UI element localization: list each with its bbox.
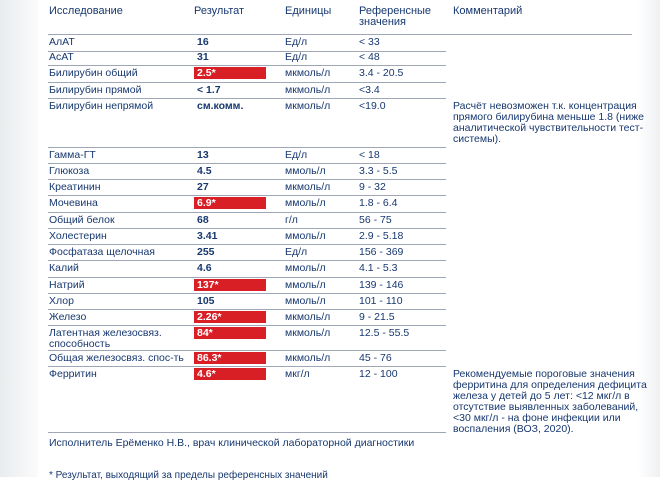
result-value: 13 [197,149,209,161]
reference-range: 139 - 146 [359,279,404,291]
unit: Ед/л [285,51,308,63]
reference-range: 45 - 76 [359,352,392,364]
unit: ммоль/л [285,262,326,274]
reference-range: 9 - 21.5 [359,311,395,323]
comment: Расчёт невозможен т.к. концентрация прямого билирубина меньше 1.8 (ниже аналитической чувствительности тест-системы). [453,100,644,145]
table-row [48,196,638,213]
table-row [48,99,644,148]
test-name: Билирубин общий [49,67,138,79]
unit: ммоль/л [285,197,326,209]
reference-range: 156 - 369 [359,246,404,258]
test-name: Глюкоза [49,165,90,177]
result-value-flagged: 6.9* [194,197,266,209]
test-name: Калий [49,262,79,274]
reference-range: 4.1 - 5.3 [359,262,398,274]
test-name: Фосфатаза щелочная [49,246,155,258]
table-row [48,310,638,326]
unit: мкг/л [285,368,310,380]
unit: ммоль/л [285,279,326,291]
reference-range: 101 - 110 [359,295,403,307]
test-name: Ферритин [49,368,97,380]
table-row [48,164,638,180]
reference-range: 1.8 - 6.4 [359,197,398,209]
test-name: Железо [49,311,87,323]
lab-results-document [48,0,647,481]
reference-range: 9 - 32 [359,181,386,193]
test-name: Общий белок [49,214,115,226]
unit: г/л [285,214,298,226]
header-reference: Референсные значения [359,5,432,28]
unit: мкмоль/л [285,84,331,96]
table-row [48,66,638,83]
result-value: 31 [197,51,209,63]
result-value: 255 [197,246,215,258]
result-value-flagged: 84* [194,327,266,339]
reference-range: 3.3 - 5.5 [359,165,398,177]
result-value: 68 [197,214,209,226]
table-row [48,367,647,435]
table-row [48,278,638,294]
unit: Ед/л [285,246,308,258]
table-row [48,245,638,261]
table-row [48,148,638,164]
table-row [48,326,638,351]
table-row [48,83,638,99]
reference-range: 56 - 75 [359,214,392,226]
test-name: Гамма-ГТ [49,149,96,161]
header-test: Исследование [49,5,123,17]
test-name: АлАТ [49,36,75,48]
result-value: 27 [197,181,209,193]
unit: мкмоль/л [285,181,331,193]
result-value: < 1.7 [197,84,221,96]
row-divider [48,432,446,433]
result-value: 4.6 [197,262,212,274]
unit: ммоль/л [285,295,326,307]
test-name: Билирубин прямой [49,84,142,96]
unit: Ед/л [285,149,308,161]
result-value: см.комм. [197,100,244,112]
result-value: 105 [197,295,215,307]
test-name: АсАТ [49,51,74,63]
result-value: 3.41 [197,230,218,242]
result-value-flagged: 86.3* [194,352,266,364]
reference-range: 3.4 - 20.5 [359,67,404,79]
page-left-edge [0,0,38,477]
reference-range: < 48 [359,51,380,63]
result-value-flagged: 2.5* [194,67,266,79]
reference-range: 12.5 - 55.5 [359,327,410,339]
table-row [48,50,638,66]
reference-range: 12 - 100 [359,368,398,380]
result-value: 4.5 [197,165,212,177]
unit: мкмоль/л [285,100,331,112]
table-row [48,261,638,278]
header-result: Результат [194,5,245,17]
result-value: 16 [197,36,209,48]
reference-range: 2.9 - 5.18 [359,230,404,242]
unit: ммоль/л [285,165,326,177]
test-name: Холестерин [49,230,107,242]
result-value-flagged: 4.6* [194,368,266,380]
unit: мкмоль/л [285,352,331,364]
reference-range: <3.4 [359,84,380,96]
comment: Рекомендуемые пороговые значения ферритина для определения дефицита железа у детей до 5 лет: <12 мкг/л в отсутствие выявленных заболеваний, <30 мкг/л - на фоне инфекции или воспаления (ВОЗ, 2020). [453,368,647,435]
test-name: Латентная железосвяз. способность [49,327,162,350]
test-name: Креатинин [49,181,101,193]
reference-range: < 18 [359,149,380,161]
unit: мкмоль/л [285,327,331,339]
footnote: * Результат, выходящий за пределы референсных значений [49,470,328,481]
test-name: Хлор [49,295,74,307]
unit: Ед/л [285,36,308,48]
header-comment: Комментарий [453,5,523,17]
test-name: Натрий [49,279,85,291]
table-row [48,294,638,310]
result-value-flagged: 137* [194,279,266,291]
table-row [48,213,638,229]
executor-line: Исполнитель Ерёменко Н.В., врач клинической лабораторной диагностики [49,437,415,449]
table-row [48,180,638,196]
test-name: Билирубин непрямой [49,100,154,112]
table-row [48,229,638,245]
table-row [48,351,638,367]
unit: мкмоль/л [285,311,331,323]
test-name: Мочевина [49,197,98,209]
reference-range: < 33 [359,36,380,48]
header-units: Единицы [285,5,332,17]
unit: ммоль/л [285,230,326,242]
test-name: Общая железосвяз. спос-ть [49,352,184,364]
result-value-flagged: 2.26* [194,311,266,323]
reference-range: <19.0 [359,100,386,112]
unit: мкмоль/л [285,67,331,79]
